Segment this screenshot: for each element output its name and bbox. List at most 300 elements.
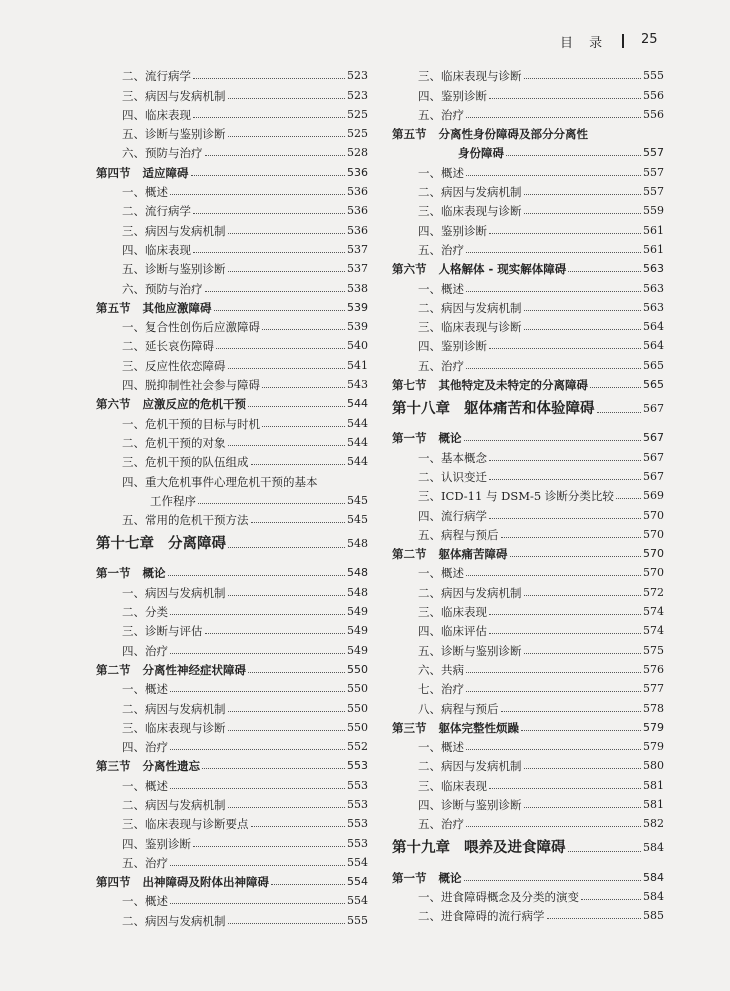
- item-label: 四、鉴别诊断: [418, 223, 487, 238]
- page-number: 537: [347, 262, 368, 276]
- toc-item[interactable]: [96, 276, 368, 295]
- page-number: 553: [347, 836, 368, 850]
- item-label: 二、认识变迁: [418, 469, 487, 484]
- item-label: 四、临床表现: [122, 107, 191, 122]
- page-number: 578: [643, 701, 664, 715]
- item-label: 四、临床表现: [122, 242, 191, 257]
- toc-item[interactable]: [96, 831, 368, 850]
- dot-leader: [170, 865, 345, 866]
- page-number: 563: [643, 281, 664, 295]
- toc-item[interactable]: [96, 773, 368, 792]
- toc-item[interactable]: [392, 885, 664, 904]
- toc-section[interactable]: [96, 870, 368, 889]
- page-number: 549: [347, 624, 368, 638]
- page-number: 563: [643, 262, 664, 276]
- section-heading: [392, 721, 519, 735]
- dot-leader: [501, 537, 642, 538]
- page-number: 525: [347, 127, 368, 141]
- toc-section[interactable]: [392, 542, 664, 561]
- item-label: 二、病因与发病机制: [122, 797, 226, 812]
- section-heading: [392, 547, 508, 561]
- page-number: 550: [347, 662, 368, 676]
- dot-leader: [466, 175, 641, 176]
- dot-leader: [510, 556, 642, 557]
- item-label: 二、进食障碍的流行病学: [418, 909, 545, 924]
- item-label: 三、病因与发病机制: [122, 223, 226, 238]
- page-number: 536: [347, 204, 368, 218]
- toc-item[interactable]: [392, 180, 664, 199]
- chapter-heading: [96, 537, 226, 551]
- toc-section[interactable]: [96, 754, 368, 773]
- item-label: 三、危机干预的队伍组成: [122, 455, 249, 470]
- dot-leader: [248, 406, 345, 407]
- toc-item[interactable]: [392, 296, 664, 315]
- toc-section[interactable]: [392, 426, 664, 445]
- dot-leader: [228, 445, 346, 446]
- page-number: 570: [643, 527, 664, 541]
- toc-item[interactable]: [96, 600, 368, 619]
- toc-item[interactable]: [96, 315, 368, 334]
- toc-item[interactable]: [392, 580, 664, 599]
- section-title: 分离性身份障碍及部分分离性: [438, 127, 588, 142]
- toc-chapter[interactable]: [392, 831, 664, 865]
- toc-item[interactable]: [96, 812, 368, 831]
- page-number: 577: [643, 682, 664, 696]
- section-heading: [96, 301, 212, 315]
- dot-leader: [202, 768, 345, 769]
- toc-item-continued[interactable]: [96, 489, 368, 508]
- section-title: 概论: [142, 566, 166, 581]
- toc-item[interactable]: [392, 238, 664, 257]
- toc-item[interactable]: [392, 218, 664, 237]
- toc-item[interactable]: [96, 431, 368, 450]
- section-title: 躯体完整性烦躁: [438, 720, 519, 735]
- dot-leader: [466, 749, 641, 750]
- page-number: 581: [643, 778, 664, 792]
- toc-section[interactable]: [96, 561, 368, 580]
- toc-item[interactable]: [392, 773, 664, 792]
- item-label: 五、诊断与鉴别诊断: [122, 262, 226, 277]
- section-title: 概论: [438, 870, 462, 885]
- dot-leader: [489, 788, 641, 789]
- page-number: 543: [347, 378, 368, 392]
- page-number: 550: [347, 720, 368, 734]
- page-number: 523: [347, 69, 368, 83]
- toc-item[interactable]: [96, 793, 368, 812]
- section-number: 第四节: [96, 875, 131, 890]
- toc-item[interactable]: [392, 199, 664, 218]
- toc-item[interactable]: [96, 638, 368, 657]
- chapter-number: 第十七章: [96, 536, 154, 553]
- item-label: 五、病程与预后: [418, 527, 499, 542]
- toc-item[interactable]: [392, 484, 664, 503]
- dot-leader: [489, 518, 641, 519]
- dot-leader: [524, 78, 642, 79]
- item-label: 二、病因与发病机制: [122, 701, 226, 716]
- dot-leader: [193, 117, 345, 118]
- item-label: 七、治疗: [418, 682, 464, 697]
- page-number: 574: [643, 624, 664, 638]
- item-label: 三、诊断与评估: [122, 624, 203, 639]
- dot-leader: [262, 329, 345, 330]
- dot-leader: [489, 479, 641, 480]
- toc-item[interactable]: [392, 638, 664, 657]
- dot-leader: [228, 136, 346, 137]
- chapter-title: 喂养及进食障碍: [464, 840, 566, 857]
- page-number: 576: [643, 662, 664, 676]
- toc-item[interactable]: [96, 580, 368, 599]
- toc-item[interactable]: [96, 122, 368, 141]
- dot-leader: [466, 826, 641, 827]
- item-label: 六、预防与治疗: [122, 146, 203, 161]
- dot-leader: [228, 368, 346, 369]
- page-number: 584: [643, 841, 664, 855]
- item-label: 二、流行病学: [122, 69, 191, 84]
- toc-item[interactable]: [392, 445, 664, 464]
- toc-item[interactable]: [96, 851, 368, 870]
- toc-item[interactable]: [96, 199, 368, 218]
- page-number: 557: [643, 146, 664, 160]
- toc-item[interactable]: [392, 103, 664, 122]
- dot-leader: [205, 633, 346, 634]
- item-label: 一、复合性创伤后应激障碍: [122, 320, 260, 335]
- dot-leader: [228, 233, 346, 234]
- page-number: 554: [347, 875, 368, 889]
- toc-section[interactable]: [96, 392, 368, 411]
- dot-leader: [228, 547, 345, 548]
- dot-leader: [466, 252, 641, 253]
- dot-leader: [466, 291, 641, 292]
- toc-item[interactable]: [96, 619, 368, 638]
- toc-item[interactable]: [96, 373, 368, 392]
- toc-chapter[interactable]: [392, 392, 664, 426]
- section-number: 第五节: [96, 300, 131, 315]
- toc-item[interactable]: [96, 908, 368, 927]
- dot-leader: [228, 271, 346, 272]
- dot-leader: [170, 614, 345, 615]
- toc-item[interactable]: [392, 523, 664, 542]
- item-label: 四、治疗: [122, 643, 168, 658]
- item-label: 四、诊断与鉴别诊断: [418, 797, 522, 812]
- header-label: 目 录: [560, 36, 609, 51]
- toc-item[interactable]: [96, 716, 368, 735]
- toc-item[interactable]: [96, 469, 368, 488]
- item-label: 四、流行病学: [418, 508, 487, 523]
- dot-leader: [193, 213, 345, 214]
- toc-item[interactable]: [392, 83, 664, 102]
- item-label: 四、鉴别诊断: [122, 836, 191, 851]
- dot-leader: [616, 498, 641, 499]
- section-heading: [96, 875, 269, 889]
- item-label: 二、危机干预的对象: [122, 435, 226, 450]
- dot-leader: [506, 155, 641, 156]
- page-number: 549: [347, 605, 368, 619]
- page-number: 584: [643, 889, 664, 903]
- page-number: 537: [347, 242, 368, 256]
- dot-leader: [489, 633, 641, 634]
- item-label: 一、基本概念: [418, 450, 487, 465]
- page-number: 548: [347, 566, 368, 580]
- item-label: 一、概述: [122, 682, 168, 697]
- toc-item[interactable]: [392, 503, 664, 522]
- toc-item[interactable]: [392, 276, 664, 295]
- item-label: 六、预防与治疗: [122, 281, 203, 296]
- page-number: 579: [643, 740, 664, 754]
- toc-item[interactable]: [392, 904, 664, 923]
- item-label: 三、临床表现与诊断: [418, 69, 522, 84]
- item-label: 三、反应性依恋障碍: [122, 358, 226, 373]
- toc-section[interactable]: [392, 257, 664, 276]
- toc-item[interactable]: [392, 696, 664, 715]
- toc-chapter[interactable]: [96, 527, 368, 561]
- dot-leader: [466, 691, 641, 692]
- item-label: 一、概述: [122, 778, 168, 793]
- dot-leader: [170, 691, 345, 692]
- page-number: 567: [643, 450, 664, 464]
- item-label: 一、危机干预的目标与时机: [122, 416, 260, 431]
- item-label: 四、鉴别诊断: [418, 88, 487, 103]
- item-label: 一、概述: [418, 281, 464, 296]
- toc-item[interactable]: [392, 334, 664, 353]
- toc-item[interactable]: [392, 64, 664, 83]
- item-label: 二、延长哀伤障碍: [122, 339, 214, 354]
- page-number: 555: [643, 69, 664, 83]
- section-number: 第六节: [96, 397, 131, 412]
- item-label: 八、病程与预后: [418, 701, 499, 716]
- section-number: 第六节: [392, 262, 427, 277]
- dot-leader: [205, 291, 346, 292]
- dot-leader: [524, 329, 642, 330]
- dot-leader: [524, 194, 642, 195]
- item-label: 五、诊断与鉴别诊断: [122, 127, 226, 142]
- section-number: 第二节: [392, 547, 427, 562]
- section-heading: [392, 127, 588, 141]
- page-number: 556: [643, 107, 664, 121]
- page-number: 548: [347, 537, 368, 551]
- toc-item[interactable]: [392, 600, 664, 619]
- dot-leader: [489, 348, 641, 349]
- item-label: 二、病因与发病机制: [418, 759, 522, 774]
- toc-item[interactable]: [96, 735, 368, 754]
- toc-item[interactable]: [392, 658, 664, 677]
- section-heading: [96, 663, 246, 677]
- toc-item[interactable]: [96, 677, 368, 696]
- dot-leader: [228, 923, 346, 924]
- section-heading: [392, 378, 588, 392]
- header-divider: [622, 34, 624, 48]
- dot-leader: [170, 788, 345, 789]
- toc-item[interactable]: [392, 465, 664, 484]
- toc-section[interactable]: [392, 122, 664, 141]
- page-number: 548: [347, 585, 368, 599]
- toc-section[interactable]: [392, 865, 664, 884]
- dot-leader: [193, 78, 345, 79]
- section-title: 概论: [438, 431, 462, 446]
- page-number: 539: [347, 300, 368, 314]
- page-number: 536: [347, 165, 368, 179]
- dot-leader: [521, 730, 641, 731]
- dot-leader: [590, 387, 641, 388]
- item-label: 一、概述: [122, 185, 168, 200]
- section-title: 应激反应的危机干预: [142, 397, 246, 412]
- page-number: 563: [643, 300, 664, 314]
- page-number: 564: [643, 320, 664, 334]
- item-label: 五、诊断与鉴别诊断: [418, 643, 522, 658]
- page-number: 544: [347, 397, 368, 411]
- toc-item[interactable]: [96, 218, 368, 237]
- page-number: 579: [643, 720, 664, 734]
- page-number: 550: [347, 682, 368, 696]
- dot-leader: [228, 98, 346, 99]
- toc-item[interactable]: [96, 411, 368, 430]
- toc-item[interactable]: [96, 64, 368, 83]
- section-number: 第一节: [392, 431, 427, 446]
- page-number: 550: [347, 701, 368, 715]
- section-title: 身份障碍: [458, 146, 504, 161]
- dot-leader: [205, 155, 346, 156]
- item-label: 三、临床表现: [418, 605, 487, 620]
- toc-item[interactable]: [96, 238, 368, 257]
- item-label: 一、概述: [418, 165, 464, 180]
- section-number: 第一节: [96, 566, 131, 581]
- toc-item[interactable]: [96, 180, 368, 199]
- toc-section[interactable]: [96, 658, 368, 677]
- section-heading: [96, 759, 200, 773]
- dot-leader: [170, 749, 345, 750]
- toc-item[interactable]: [96, 508, 368, 527]
- page-number: 567: [643, 469, 664, 483]
- page-number: 561: [643, 223, 664, 237]
- dot-leader: [168, 575, 346, 576]
- dot-leader: [489, 98, 641, 99]
- toc-section[interactable]: [96, 296, 368, 315]
- toc-item[interactable]: [392, 315, 664, 334]
- toc-item[interactable]: [392, 677, 664, 696]
- dot-leader: [216, 348, 345, 349]
- item-label: 四、鉴别诊断: [418, 339, 487, 354]
- section-number: 第三节: [392, 720, 427, 735]
- dot-leader: [262, 426, 345, 427]
- page-number: 536: [347, 223, 368, 237]
- toc-item[interactable]: [96, 334, 368, 353]
- toc-section[interactable]: [96, 160, 368, 179]
- toc-item[interactable]: [392, 160, 664, 179]
- toc-item[interactable]: [392, 619, 664, 638]
- dot-leader: [524, 310, 642, 311]
- page-number: 581: [643, 797, 664, 811]
- section-title: 分离性神经症状障碍: [142, 662, 246, 677]
- page-number: 572: [643, 585, 664, 599]
- item-label: 四、治疗: [122, 740, 168, 755]
- toc-item[interactable]: [96, 353, 368, 372]
- item-label: 三、临床表现与诊断: [418, 320, 522, 335]
- page-number: 544: [347, 435, 368, 449]
- toc-item[interactable]: [96, 83, 368, 102]
- item-label: 三、ICD-11 与 DSM-5 诊断分类比较: [418, 489, 614, 504]
- toc-item[interactable]: [392, 812, 664, 831]
- section-title: 分离性遗忘: [142, 759, 200, 774]
- dot-leader: [191, 175, 346, 176]
- toc-left-column: [96, 64, 368, 928]
- toc-item[interactable]: [96, 696, 368, 715]
- section-heading: [96, 166, 189, 180]
- dot-leader: [581, 899, 641, 900]
- chapter-number: 第十九章: [392, 840, 450, 857]
- dot-leader: [198, 503, 345, 504]
- toc-item[interactable]: [392, 754, 664, 773]
- item-label: 四、重大危机事件心理危机干预的基本: [122, 474, 318, 489]
- page-number: 555: [347, 913, 368, 927]
- item-label: 五、治疗: [418, 242, 464, 257]
- dot-leader: [464, 440, 642, 441]
- dot-leader: [524, 595, 642, 596]
- page-number: 552: [347, 740, 368, 754]
- item-label: 三、病因与发病机制: [122, 88, 226, 103]
- toc-section-continued[interactable]: [392, 141, 664, 160]
- chapter-title: 分离障碍: [168, 536, 226, 553]
- toc-section[interactable]: [392, 373, 664, 392]
- section-title: 人格解体 - 现实解体障碍: [438, 262, 567, 277]
- section-heading: [392, 431, 462, 445]
- toc-item[interactable]: [96, 450, 368, 469]
- item-label: 六、共病: [418, 662, 464, 677]
- item-label: 一、病因与发病机制: [122, 585, 226, 600]
- page-header: [0, 32, 730, 54]
- toc-item[interactable]: [392, 353, 664, 372]
- toc-item[interactable]: [392, 793, 664, 812]
- item-label: 二、分类: [122, 605, 168, 620]
- page-number: 525: [347, 107, 368, 121]
- page-number: 557: [643, 185, 664, 199]
- item-label: 五、治疗: [418, 107, 464, 122]
- toc-section[interactable]: [392, 716, 664, 735]
- dot-leader: [170, 653, 345, 654]
- page-number: 585: [643, 909, 664, 923]
- page-number: 570: [643, 566, 664, 580]
- toc-item[interactable]: [96, 103, 368, 122]
- toc-item[interactable]: [392, 735, 664, 754]
- toc-item[interactable]: [392, 561, 664, 580]
- page-number: 559: [643, 204, 664, 218]
- page-number: 523: [347, 88, 368, 102]
- dot-leader: [271, 884, 345, 885]
- dot-leader: [251, 464, 346, 465]
- toc-item[interactable]: [96, 889, 368, 908]
- dot-leader: [524, 653, 642, 654]
- section-number: 第五节: [392, 127, 427, 142]
- toc-item[interactable]: [96, 141, 368, 160]
- dot-leader: [466, 368, 641, 369]
- section-heading: [392, 871, 462, 885]
- page-number: 582: [643, 817, 664, 831]
- dot-leader: [170, 903, 345, 904]
- section-heading: [392, 146, 504, 160]
- section-number: 第七节: [392, 378, 427, 393]
- page-number: 540: [347, 339, 368, 353]
- page-number: 553: [347, 817, 368, 831]
- dot-leader: [547, 918, 642, 919]
- dot-leader: [251, 826, 346, 827]
- section-number: 第四节: [96, 165, 131, 180]
- item-label: 二、病因与发病机制: [418, 585, 522, 600]
- dot-leader: [501, 711, 642, 712]
- toc-item[interactable]: [96, 257, 368, 276]
- section-title: 适应障碍: [142, 165, 189, 180]
- dot-leader: [228, 807, 346, 808]
- dot-leader: [524, 213, 642, 214]
- page-number: 528: [347, 146, 368, 160]
- dot-leader: [248, 672, 345, 673]
